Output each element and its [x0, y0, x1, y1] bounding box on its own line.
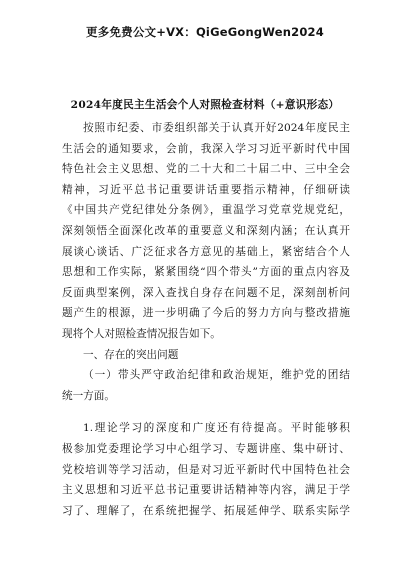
intro-paragraph-line: 深刻领悟全面深化改革的重要意义和深刻内涵；在认真开 — [62, 224, 350, 237]
watermark-text: 更多免费公文+VX：QiGeGongWen2024 — [86, 25, 324, 39]
intro-paragraph-line: 生活会的通知要求，会前，我深入学习习近平新时代中国 — [62, 142, 350, 155]
point-paragraph-line: 极参加党委理论学习中心组学习、专题讲座、集中研讨、 — [62, 442, 350, 455]
intro-paragraph-line: 展谈心谈话、广泛征求各方意见的基础上，紧密结合个人 — [62, 245, 350, 258]
subheading-line: 统一方面。 — [62, 389, 115, 402]
intro-paragraph-line: 反面典型案例，深入查找自身存在问题不足，深刻剖析问 — [62, 286, 350, 299]
point-paragraph-line: 党校培训等学习活动，但是对习近平新时代中国特色社会 — [62, 463, 350, 476]
intro-paragraph-line: 特色社会主义思想、党的二十大和二十届二中、三中全会 — [62, 163, 350, 176]
point-paragraph-line: 1.理论学习的深度和广度还有待提高。平时能够积 — [83, 422, 350, 435]
paragraph-gap — [62, 406, 350, 418]
subheading-line: （一）带头严守政治纪律和政治规矩，维护党的团结 — [83, 369, 350, 382]
intro-paragraph-line: 现将个人对照检查情况报告如下。 — [62, 327, 221, 340]
intro-paragraph-line: 精神，习近平总书记重要讲话重要指示精神，仔细研读 — [62, 183, 350, 196]
intro-paragraph-line: 按照市纪委、市委组织部关于认真开好2024年度民主 — [83, 122, 350, 134]
intro-paragraph-line: 题产生的根源，进一步明确了今后的努力方向与整改措施 — [62, 307, 350, 320]
point-paragraph-line: 习了、理解了，在系统把握学、拓展延伸学、联系实际学 — [62, 504, 350, 517]
intro-paragraph-line: 思想和工作实际，紧紧围绕“四个带头”方面的重点内容及 — [62, 266, 350, 279]
document-title: 2024年度民主生活会个人对照检查材料（+意识形态） — [70, 99, 340, 111]
document-body — [62, 118, 350, 521]
point-paragraph-line: 主义思想和习近平总书记重要讲话精神等内容，满足于学 — [62, 484, 350, 497]
intro-paragraph-line: 《中国共产党纪律处分条例》，重温学习党章党规党纪， — [62, 204, 350, 217]
section-heading: 一、存在的突出问题 — [83, 348, 179, 361]
